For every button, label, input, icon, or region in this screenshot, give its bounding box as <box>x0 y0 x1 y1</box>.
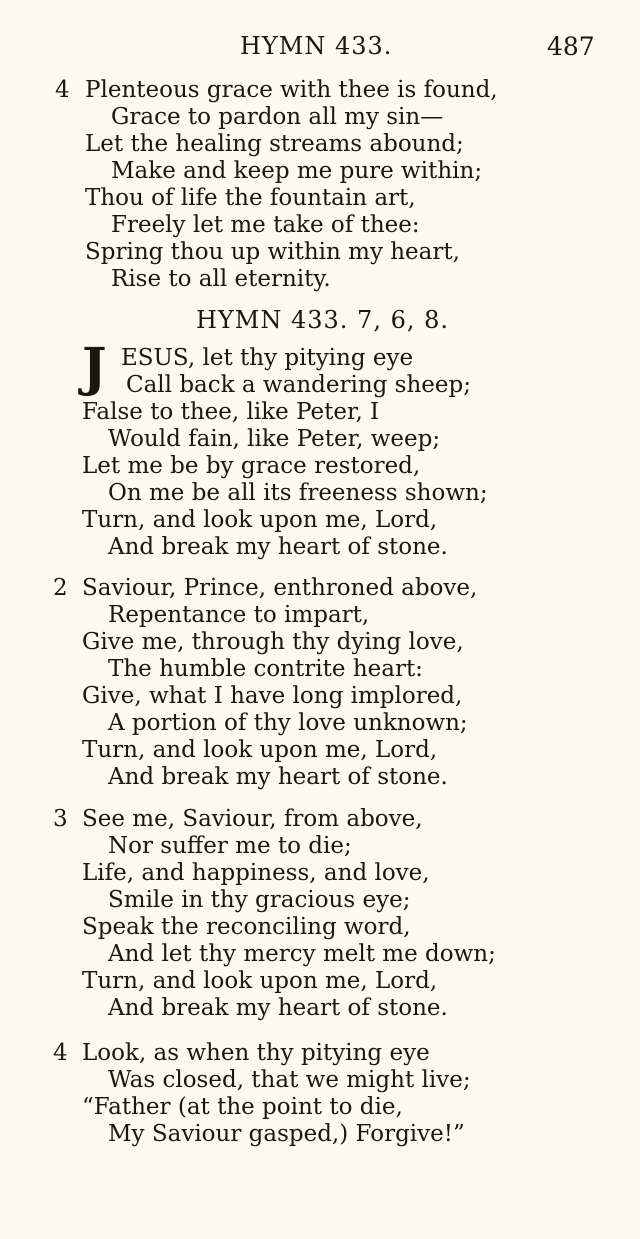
verse-line: Give, what I have long implored, <box>82 683 463 709</box>
verse-line: False to thee, like Peter, I <box>82 399 380 425</box>
running-title: HYMN 433. <box>240 32 393 60</box>
verse-number: 3 <box>53 806 68 832</box>
verse-number: 4 <box>55 77 70 103</box>
drop-cap: J <box>82 337 107 398</box>
verse-line: The humble contrite heart: <box>108 656 423 682</box>
verse-number: 4 <box>53 1040 68 1066</box>
verse-line: Would fain, like Peter, weep; <box>108 426 441 452</box>
verse-line: ESUS, let thy pitying eye <box>121 345 414 371</box>
verse-line: Repentance to impart, <box>108 602 370 628</box>
hymn-heading: HYMN 433. 7, 6, 8. <box>196 306 449 334</box>
verse-line: Saviour, Prince, enthroned above, <box>82 575 478 601</box>
verse-line: Turn, and look upon me, Lord, <box>82 737 438 763</box>
page-header <box>0 30 640 70</box>
verse-line: Make and keep me pure within; <box>111 158 483 184</box>
verse-line: Nor suffer me to die; <box>108 833 352 859</box>
verse-line: And break my heart of stone. <box>108 534 448 560</box>
verse-line: Call back a wandering sheep; <box>126 372 471 398</box>
verse-line: Turn, and look upon me, Lord, <box>82 507 438 533</box>
verse-line: My Saviour gasped,) Forgive!” <box>108 1121 465 1147</box>
page-number: 487 <box>547 32 595 61</box>
verse-line: Was closed, that we might live; <box>108 1067 471 1093</box>
verse-line: Spring thou up within my heart, <box>85 239 460 265</box>
verse-line: A portion of thy love unknown; <box>108 710 468 736</box>
verse-line: Rise to all eternity. <box>111 266 331 292</box>
verse-line: And break my heart of stone. <box>108 995 448 1021</box>
verse-line: And let thy mercy melt me down; <box>108 941 496 967</box>
verse-line: Speak the reconciling word, <box>82 914 411 940</box>
verse-line: Grace to pardon all my sin— <box>111 104 444 130</box>
verse-line: Give me, through thy dying love, <box>82 629 464 655</box>
verse-line: Thou of life the fountain art, <box>85 185 416 211</box>
verse-line: Plenteous grace with thee is found, <box>85 77 498 103</box>
verse-line: Let the healing streams abound; <box>85 131 464 157</box>
verse-line: Turn, and look upon me, Lord, <box>82 968 438 994</box>
verse-line: Smile in thy gracious eye; <box>108 887 411 913</box>
verse-line: Look, as when thy pitying eye <box>82 1040 430 1066</box>
verse-line: And break my heart of stone. <box>108 764 448 790</box>
verse-number: 2 <box>53 575 68 601</box>
verse-line: Freely let me take of thee: <box>111 212 420 238</box>
verse-line: See me, Saviour, from above, <box>82 806 423 832</box>
verse-line: Let me be by grace restored, <box>82 453 421 479</box>
verse-line: Life, and happiness, and love, <box>82 860 430 886</box>
verse-line: “Father (at the point to die, <box>82 1094 403 1120</box>
verse-line: On me be all its freeness shown; <box>108 480 488 506</box>
